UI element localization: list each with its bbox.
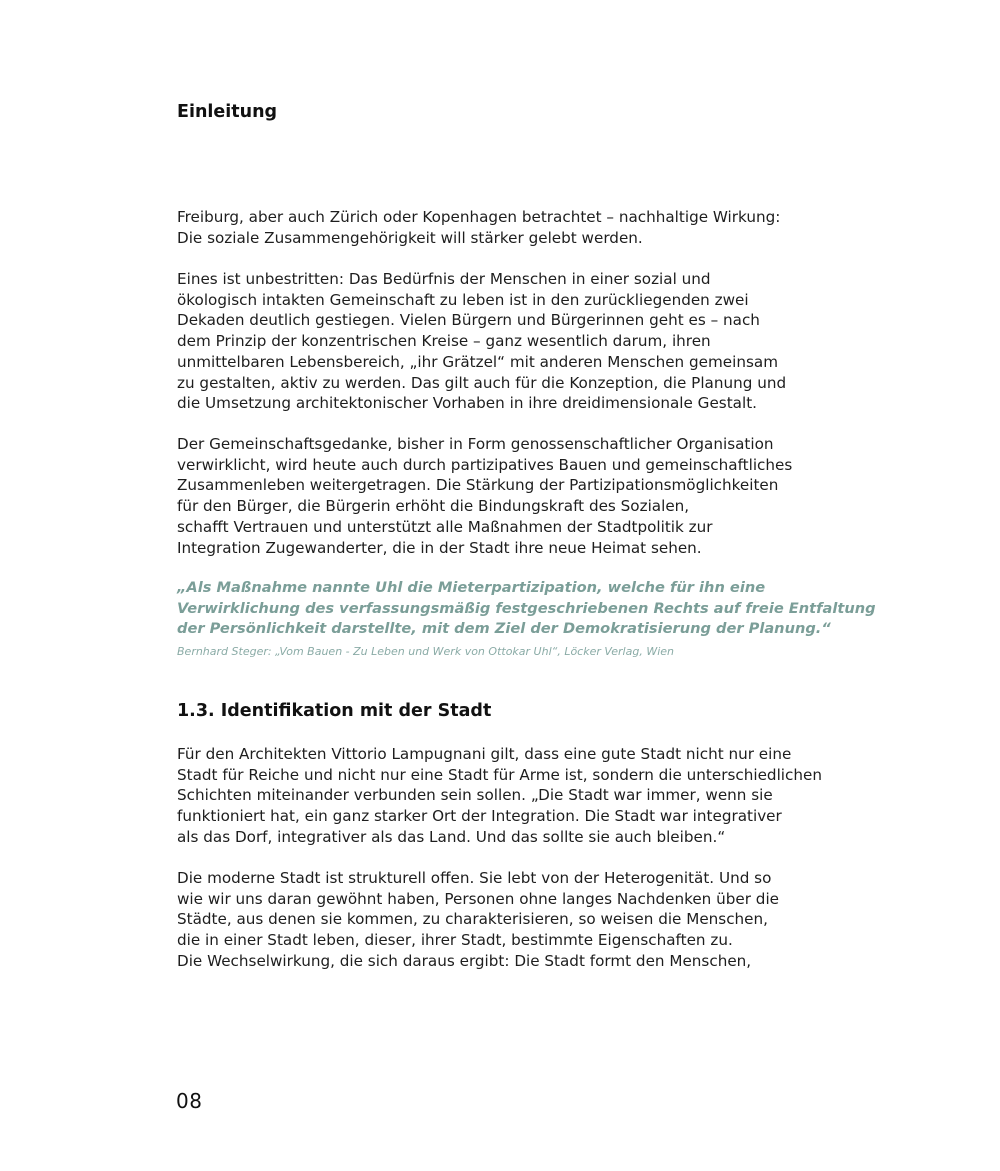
text-line: Der Gemeinschaftsgedanke, bisher in Form genossenschaftlicher Organisation — [177, 435, 774, 453]
text-line: Freiburg, aber auch Zürich oder Kopenhagen betrachtet – nachhaltige Wirkung: — [177, 208, 781, 226]
text-line: Integration Zugewanderter, die in der Stadt ihre neue Heimat sehen. — [177, 538, 702, 557]
text-line: Eines ist unbestritten: Das Bedürfnis der Menschen in einer sozial und — [177, 270, 711, 288]
paragraph-1 — [177, 207, 780, 248]
heading-einleitung: Einleitung — [177, 102, 278, 122]
pull-quote — [177, 578, 876, 640]
quote-line: der Persönlichkeit darstellte, mit dem Ziel der Demokratisierung der Planung.“ — [177, 620, 831, 638]
text-line: Schichten miteinander verbunden sein sollen. „Die Stadt war immer, wenn sie — [177, 786, 773, 805]
text-line: unmittelbaren Lebensbereich, „ihr Grätzel“ mit anderen Menschen gemeinsam — [177, 352, 778, 371]
page-number: 08 — [176, 1089, 203, 1113]
text-line: Dekaden deutlich gestiegen. Vielen Bürgern und Bürgerinnen geht es – nach — [177, 311, 760, 330]
text-line: Die soziale Zusammengehörigkeit will stärker gelebt werden. — [177, 228, 643, 247]
paragraph-5 — [177, 868, 779, 972]
text-line: als das Dorf, integrativer als das Land. Und das sollte sie auch bleiben.“ — [177, 827, 726, 846]
text-line: zu gestalten, aktiv zu werden. Das gilt auch für die Konzeption, die Planung und — [177, 373, 787, 392]
paragraph-3 — [177, 434, 792, 558]
text-line: funktioniert hat, ein ganz starker Ort der Integration. Die Stadt war integrativer — [177, 807, 782, 826]
text-line: schafft Vertrauen und unterstützt alle Maßnahmen der Stadtpolitik zur — [177, 517, 713, 536]
text-line: Die moderne Stadt ist strukturell offen. Sie lebt von der Heterogenität. Und so — [177, 869, 772, 887]
text-line: Zusammenleben weitergetragen. Die Stärkung der Partizipationsmöglichkeiten — [177, 476, 779, 495]
paragraph-4 — [177, 744, 822, 848]
text-line: für den Bürger, die Bürgerin erhöht die Bindungskraft des Sozialen, — [177, 497, 690, 516]
heading-identifikation: 1.3. Identifikation mit der Stadt — [177, 701, 492, 721]
paragraph-2 — [177, 269, 786, 414]
text-line: Städte, aus denen sie kommen, zu charakterisieren, so weisen die Menschen, — [177, 910, 768, 929]
quote-source: Bernhard Steger: „Vom Bauen - Zu Leben und Werk von Ottokar Uhl“, Löcker Verlag, Wien — [177, 645, 674, 658]
text-line: Die Wechselwirkung, die sich daraus ergibt: Die Stadt formt den Menschen, — [177, 951, 752, 970]
text-line: dem Prinzip der konzentrischen Kreise – ganz wesentlich darum, ihren — [177, 332, 711, 351]
text-line: ökologisch intakten Gemeinschaft zu leben ist in den zurückliegenden zwei — [177, 290, 749, 309]
text-line: die in einer Stadt leben, dieser, ihrer Stadt, bestimmte Eigenschaften zu. — [177, 931, 733, 950]
text-line: wie wir uns daran gewöhnt haben, Personen ohne langes Nachdenken über die — [177, 889, 780, 908]
text-line: Stadt für Reiche und nicht nur eine Stadt für Arme ist, sondern die unterschiedlichen — [177, 765, 822, 784]
text-line: die Umsetzung architektonischer Vorhaben in ihre dreidimensionale Gestalt. — [177, 394, 757, 413]
quote-line: Verwirklichung des verfassungsmäßig festgeschriebenen Rechts auf freie Entfaltung — [177, 599, 876, 617]
quote-line: „Als Maßnahme nannte Uhl die Mieterpartizipation, welche für ihn eine — [177, 579, 766, 596]
text-line: Für den Architekten Vittorio Lampugnani gilt, dass eine gute Stadt nicht nur eine — [177, 745, 792, 763]
text-line: verwirklicht, wird heute auch durch partizipatives Bauen und gemeinschaftliches — [177, 455, 793, 474]
